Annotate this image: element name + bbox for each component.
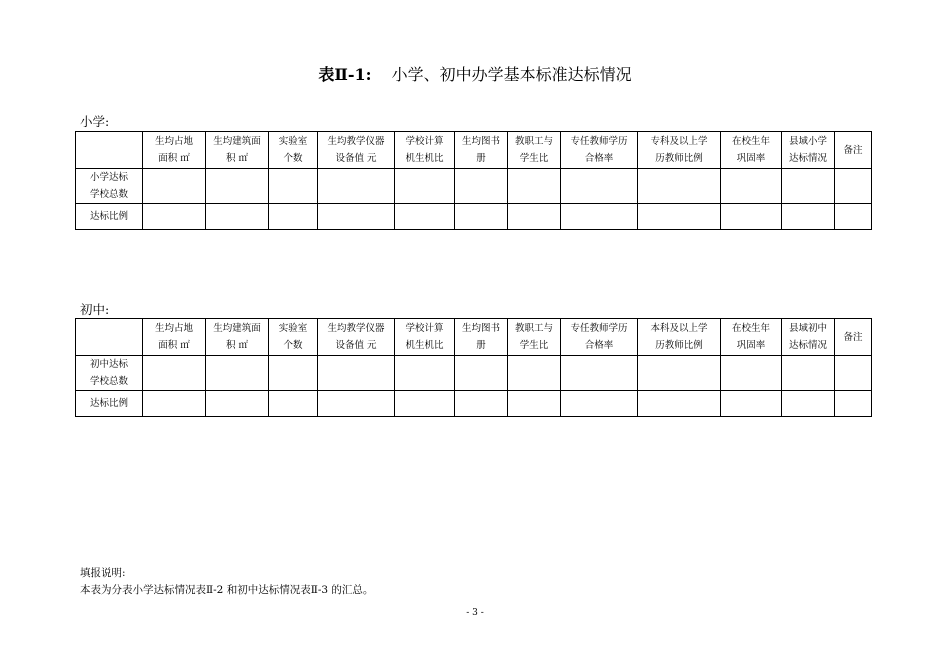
header-cell-text: 合格率 — [584, 340, 614, 351]
row-label-text: 学校总数 — [89, 189, 128, 200]
data-cell[interactable] — [721, 204, 782, 230]
data-cell[interactable] — [318, 391, 395, 417]
data-cell[interactable] — [206, 169, 269, 204]
header-cell-text: 本科及以上学 — [650, 323, 708, 334]
header-cell — [638, 132, 721, 169]
data-cell[interactable] — [395, 204, 455, 230]
data-cell[interactable] — [395, 391, 455, 417]
table-row — [76, 169, 872, 204]
data-cell[interactable] — [508, 204, 561, 230]
data-cell[interactable] — [561, 356, 638, 391]
header-cell-text: 实验室 — [278, 136, 308, 147]
data-cell[interactable] — [721, 356, 782, 391]
header-cell — [455, 319, 508, 356]
notes-heading: 填报说明: — [80, 567, 126, 579]
data-cell[interactable] — [782, 204, 835, 230]
header-cell-text: 积 ㎡ — [225, 153, 249, 164]
header-cell-text: 历教师比例 — [655, 153, 703, 164]
primary-school-table — [75, 131, 872, 230]
data-cell[interactable] — [835, 391, 872, 417]
header-cell-text: 教职工与 — [514, 323, 553, 334]
data-cell[interactable] — [721, 169, 782, 204]
data-cell[interactable] — [638, 204, 721, 230]
header-cell-text: 达标情况 — [788, 153, 827, 164]
header-cell — [76, 132, 143, 169]
row-label-cell — [76, 204, 143, 230]
data-cell[interactable] — [318, 204, 395, 230]
header-cell-text: 个数 — [283, 340, 303, 351]
header-cell — [269, 319, 318, 356]
data-cell[interactable] — [455, 356, 508, 391]
header-cell — [561, 319, 638, 356]
header-cell-text: 在校生年 — [731, 323, 770, 334]
header-cell-text: 县域小学 — [788, 136, 827, 147]
header-cell-text: 生均教学仪器 — [327, 323, 385, 334]
header-cell-text: 专任教师学历 — [570, 136, 628, 147]
header-row — [76, 132, 872, 169]
header-cell-text: 册 — [476, 153, 486, 164]
header-cell — [721, 319, 782, 356]
row-label-text: 学校总数 — [89, 376, 128, 387]
header-cell — [318, 132, 395, 169]
row-label-text: 达标比例 — [89, 211, 128, 222]
data-cell[interactable] — [508, 169, 561, 204]
data-cell[interactable] — [318, 356, 395, 391]
row-label-cell — [76, 391, 143, 417]
data-cell[interactable] — [269, 169, 318, 204]
header-cell-text: 个数 — [283, 153, 303, 164]
header-cell-text: 设备值 元 — [335, 340, 377, 351]
header-cell — [508, 132, 561, 169]
data-cell[interactable] — [835, 169, 872, 204]
data-cell[interactable] — [269, 391, 318, 417]
table-title-text: 小学、初中办学基本标准达标情况 — [391, 65, 632, 84]
notes-text: 本表为分表小学达标情况表Ⅱ-2 和初中达标情况表Ⅱ-3 的汇总。 — [80, 584, 374, 596]
header-cell — [455, 132, 508, 169]
header-cell-text: 学生比 — [519, 153, 549, 164]
header-cell — [206, 319, 269, 356]
header-cell-text: 备注 — [843, 144, 863, 156]
header-cell-text: 巩固率 — [736, 153, 766, 164]
header-cell — [395, 132, 455, 169]
page-number: - 3 - — [466, 608, 484, 618]
data-cell[interactable] — [835, 204, 872, 230]
header-cell-text: 历教师比例 — [655, 340, 703, 351]
header-cell — [76, 319, 143, 356]
data-cell[interactable] — [561, 169, 638, 204]
data-cell[interactable] — [561, 204, 638, 230]
header-cell-text: 教职工与 — [514, 136, 553, 147]
header-cell — [561, 132, 638, 169]
header-cell-text: 专任教师学历 — [570, 323, 628, 334]
header-cell — [508, 319, 561, 356]
data-cell[interactable] — [318, 169, 395, 204]
document-title — [0, 62, 950, 85]
header-cell — [835, 319, 872, 356]
header-cell-text: 机生机比 — [405, 340, 444, 351]
header-cell — [782, 132, 835, 169]
header-row — [76, 319, 872, 356]
header-cell-text: 备注 — [843, 331, 863, 343]
header-cell-text: 巩固率 — [736, 340, 766, 351]
header-cell-text: 学校计算 — [405, 136, 444, 147]
header-cell-text: 面积 ㎡ — [158, 340, 190, 351]
middle-school-table — [75, 318, 872, 417]
header-cell-text: 学校计算 — [405, 323, 444, 334]
data-cell[interactable] — [143, 169, 206, 204]
row-label-text: 初中达标 — [89, 359, 128, 370]
primary-section-label: 小学: — [80, 114, 110, 129]
data-cell[interactable] — [269, 356, 318, 391]
data-cell[interactable] — [835, 356, 872, 391]
header-cell — [318, 319, 395, 356]
header-cell-text: 生均占地 — [154, 323, 193, 334]
header-cell — [206, 132, 269, 169]
table-row — [76, 391, 872, 417]
data-cell[interactable] — [143, 356, 206, 391]
header-cell — [395, 319, 455, 356]
data-cell[interactable] — [721, 391, 782, 417]
data-cell[interactable] — [455, 391, 508, 417]
data-cell[interactable] — [143, 391, 206, 417]
header-cell — [782, 319, 835, 356]
header-cell-text: 学生比 — [519, 340, 549, 351]
data-cell[interactable] — [782, 356, 835, 391]
header-cell-text: 生均图书 — [461, 323, 500, 334]
header-cell — [638, 319, 721, 356]
header-cell-text: 生均建筑面 — [213, 136, 261, 147]
header-cell-text: 县域初中 — [788, 323, 827, 334]
header-cell-text: 册 — [476, 340, 486, 351]
header-cell-text: 面积 ㎡ — [158, 153, 190, 164]
header-cell-text: 在校生年 — [731, 136, 770, 147]
data-cell[interactable] — [395, 356, 455, 391]
data-cell[interactable] — [782, 169, 835, 204]
data-cell[interactable] — [638, 391, 721, 417]
table-row — [76, 356, 872, 391]
data-cell[interactable] — [638, 169, 721, 204]
header-cell-text: 生均教学仪器 — [327, 136, 385, 147]
data-cell[interactable] — [508, 356, 561, 391]
middle-section-label: 初中: — [80, 302, 110, 317]
row-label-cell — [76, 356, 143, 391]
header-cell — [143, 132, 206, 169]
header-cell-text: 专科及以上学 — [650, 136, 708, 147]
data-cell[interactable] — [395, 169, 455, 204]
data-cell[interactable] — [143, 204, 206, 230]
table-code: 表Ⅱ-1: — [318, 65, 372, 84]
header-cell-text: 生均图书 — [461, 136, 500, 147]
header-cell — [143, 319, 206, 356]
header-cell — [269, 132, 318, 169]
data-cell[interactable] — [269, 204, 318, 230]
header-cell — [721, 132, 782, 169]
header-cell-text: 设备值 元 — [335, 153, 377, 164]
data-cell[interactable] — [638, 356, 721, 391]
data-cell[interactable] — [206, 204, 269, 230]
row-label-cell — [76, 169, 143, 204]
fill-instructions — [80, 565, 373, 599]
table-row — [76, 204, 872, 230]
header-cell-text: 达标情况 — [788, 340, 827, 351]
data-cell[interactable] — [455, 204, 508, 230]
header-cell-text: 积 ㎡ — [225, 340, 249, 351]
data-cell[interactable] — [455, 169, 508, 204]
data-cell[interactable] — [206, 391, 269, 417]
header-cell-text: 实验室 — [278, 323, 308, 334]
header-cell-text: 合格率 — [584, 153, 614, 164]
data-cell[interactable] — [508, 391, 561, 417]
header-cell-text: 机生机比 — [405, 153, 444, 164]
data-cell[interactable] — [782, 391, 835, 417]
row-label-text: 小学达标 — [89, 172, 128, 183]
data-cell[interactable] — [561, 391, 638, 417]
header-cell — [835, 132, 872, 169]
data-cell[interactable] — [206, 356, 269, 391]
row-label-text: 达标比例 — [89, 398, 128, 409]
header-cell-text: 生均占地 — [154, 136, 193, 147]
header-cell-text: 生均建筑面 — [213, 323, 261, 334]
